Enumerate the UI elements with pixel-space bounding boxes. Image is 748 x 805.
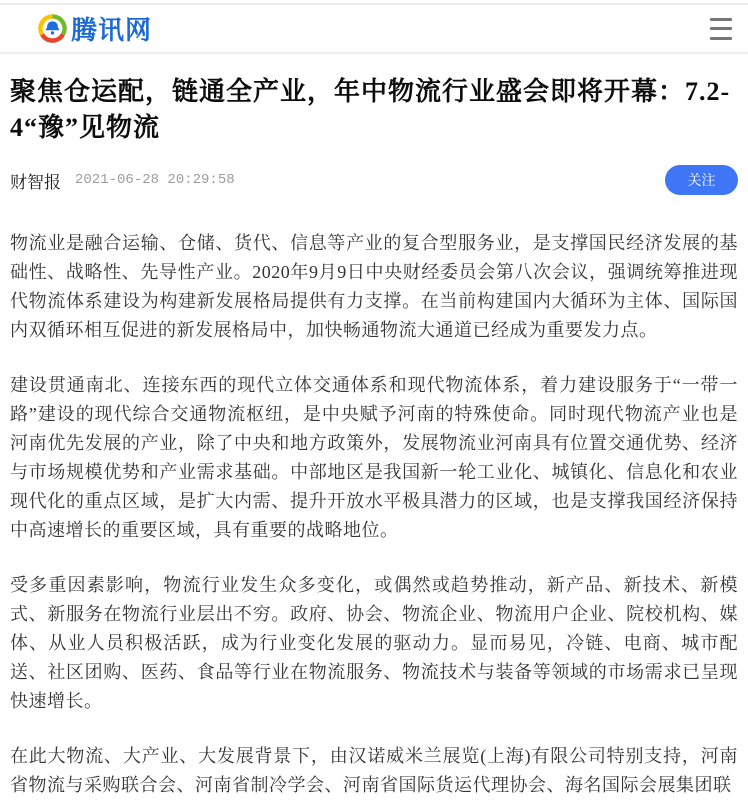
article-byline xyxy=(10,165,738,195)
article-content xyxy=(0,74,748,800)
tencent-news-article-page xyxy=(0,3,748,805)
paragraph: 在此大物流、大产业、大发展背景下，由汉诺威米兰展览(上海)有限公司特别支持，河南省物流与采购联合会、河南省制冷学会、河南省国际货运代理协会、海名国际会展集团联 xyxy=(10,746,738,795)
publish-timestamp: 2021-06-28 20:29:58 xyxy=(75,172,235,188)
tencent-logo[interactable] xyxy=(38,10,152,47)
site-header xyxy=(0,5,748,54)
article-body xyxy=(10,229,738,800)
site-name: 腾讯网 xyxy=(71,15,153,45)
hamburger-icon[interactable] xyxy=(710,16,732,42)
paragraph: 受多重因素影响，物流行业发生众多变化，或偶然或趋势推动，新产品、新技术、新模式、新服务在物流行业层出不穷。政府、协会、物流企业、物流用户企业、院校机构、媒体、从业人员积极活跃，成为行业变化发展的驱动力。显而易见，冷链、电商、城市配送、社区团购、医药、食品等行业在物流服务、物流技术与装备等领域的市场需求已呈现快速增长。 xyxy=(10,575,738,711)
author-name[interactable]: 财智报 xyxy=(10,172,61,192)
follow-button[interactable]: 关注 xyxy=(665,165,738,195)
paragraph: 物流业是融合运输、仓储、货代、信息等产业的复合型服务业，是支撑国民经济发展的基础性、战略性、先导性产业。2020年9月9日中央财经委员会第八次会议，强调统筹推进现代物流体系建设为构建新发展格局提供有力支撑。在当前构建国内大循环为主体、国际国内双循环相互促进的新发展格局中，加快畅通物流大通道已经成为重要发力点。 xyxy=(10,233,738,340)
tencent-logo-icon xyxy=(38,14,67,43)
paragraph: 建设贯通南北、连接东西的现代立体交通体系和现代物流体系，着力建设服务于“一带一路”建设的现代综合交通物流枢纽，是中央赋予河南的特殊使命。同时现代物流产业也是河南优先发展的产业，除了中央和地方政策外，发展物流业河南具有位置交通优势、经济与市场规模优势和产业需求基础。中部地区是我国新一轮工业化、城镇化、信息化和农业现代化的重点区域，是扩大内需、提升开放水平极具潜力的区域，也是支撑我国经济保持中高速增长的重要区域，具有重要的战略地位。 xyxy=(10,375,738,540)
article-title: 聚焦仓运配，链通全产业，年中物流行业盛会即将开幕：7.2-4“豫”见物流 xyxy=(10,77,731,142)
